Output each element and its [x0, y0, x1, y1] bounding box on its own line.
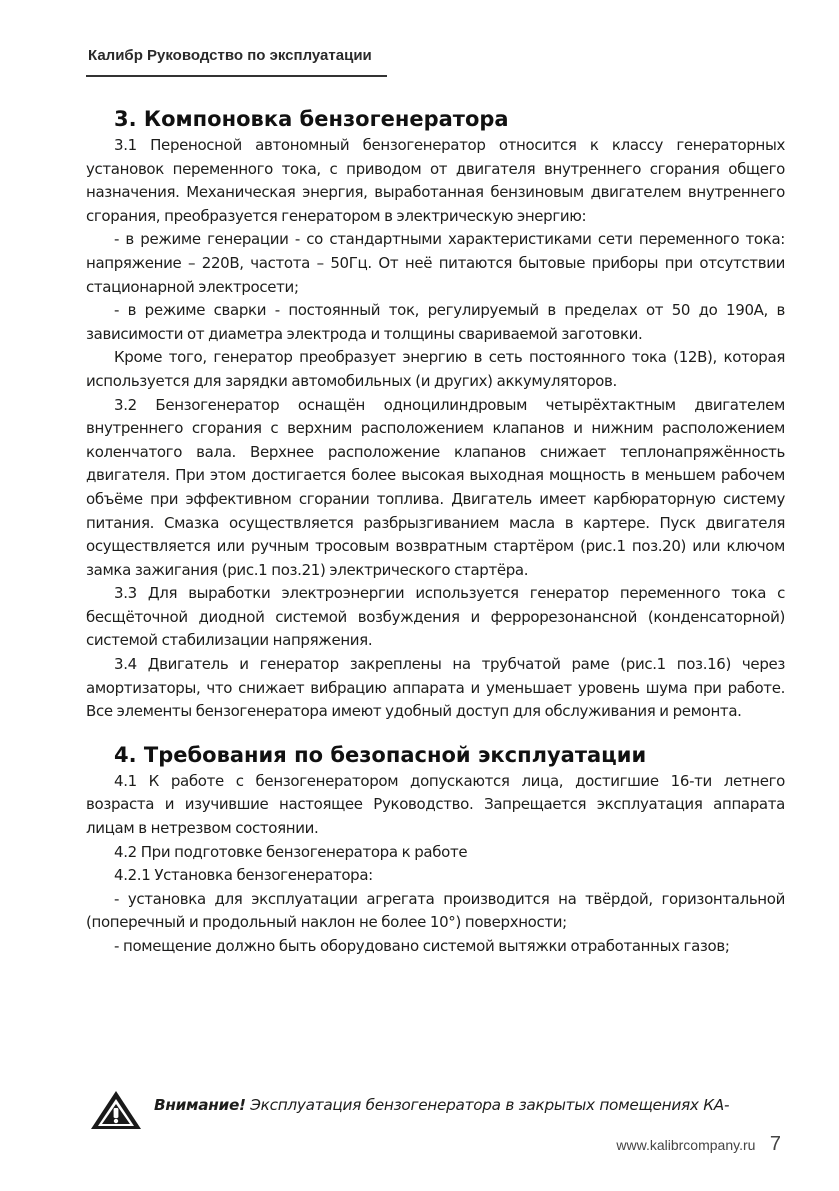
section-3-paragraph: 3.3 Для выработки электроэнергии используется генератор переменного тока с бесщёточной диодной системой возбуждения и феррорезонансной (конденсаторной) системой стабилизации напряжения. — [86, 584, 785, 650]
warning-text — [154, 1096, 729, 1114]
section-4-paragraph: - помещение должно быть оборудовано системой вытяжки отработанных газов; — [114, 937, 730, 955]
page-content — [86, 104, 785, 959]
warning-body: Эксплуатация бензогенератора в закрытых помещениях КА- — [245, 1096, 730, 1114]
section-3-paragraph: 3.2 Бензогенератор оснащён одноцилиндровым четырёхтактным двигателем внутреннего сгорания с верхним расположением клапанов и нижним расположением коленчатого вала. Верхнее расположение клапанов снижает теплонапряжённость двигателя. При этом достигается более высокая выходная мощность в меньшем рабочем объёме при эффективном сгорании топлива. Двигатель имеет карбюраторную систему питания. Смазка осуществляется разбрызгиванием масла в картере. Пуск двигателя осуществляется или ручным тросовым возвратным стартёром (рис.1 поз.20) или ключом замка зажигания (рис.1 поз.21) электрического стартёра. — [86, 395, 785, 579]
page-number: 7 — [769, 1133, 781, 1155]
section-3-paragraph: - в режиме сварки - постоянный ток, регулируемый в пределах от 50 до 190А, в зависимости от диаметра электрода и толщины свариваемой заготовки. — [86, 301, 785, 343]
section-3-paragraph: 3.4 Двигатель и генератор закреплены на трубчатой раме (рис.1 поз.16) через амортизаторы, что снижает вибрацию аппарата и уменьшает уровень шума при работе. Все элементы бензогенератора имеют удобный доступ для обслуживания и ремонта. — [86, 655, 785, 721]
section-3-paragraph: Кроме того, генератор преобразует энергию в сеть постоянного тока (12В), которая используется для зарядки автомобильных (и других) аккумуляторов. — [86, 348, 785, 390]
section-3-paragraph: 3.1 Переносной автономный бензогенератор относится к классу генераторных установок переменного тока, с приводом от двигателя внутреннего сгорания общего назначения. Механическая энергия, выработанная бензиновым двигателем внутреннего сгорания, преобразуется генератором в электрическую энергию: — [86, 136, 785, 225]
header-rule — [86, 75, 387, 77]
section-4-heading: 4. Требования по безопасной эксплуатации — [114, 742, 647, 767]
section-3-heading: 3. Компоновка бензогенератора — [114, 107, 509, 131]
section-4-paragraph: - установка для эксплуатации агрегата производится на твёрдой, горизонтальной (поперечный и продольный наклон не более 10°) поверхности; — [86, 889, 785, 932]
warning-triangle-icon — [90, 1090, 142, 1130]
section-4-paragraph: 4.2 При подготовке бензогенератора к работе — [114, 842, 468, 861]
section-4-paragraph: 4.1 К работе с бензогенератором допускаются лица, достигшие 16-ти летнего возраста и изучившие настоящее Руководство. Запрещается эксплуатация аппарата лицам в нетрезвом состоянии. — [86, 771, 785, 838]
section-4-paragraph: 4.2.1 Установка бензогенератора: — [114, 866, 373, 885]
page-footer — [616, 1133, 781, 1156]
warning-label: Внимание! — [154, 1096, 246, 1114]
running-header: Калибр Руководство по эксплуатации — [88, 47, 372, 64]
section-3-paragraph: - в режиме генерации - со стандартными характеристиками сети переменного тока: напряжение – 220В, частота – 50Гц. От неё питаются бытовые приборы при отсутствии стационарной электросети; — [86, 230, 785, 296]
footer-website: www.kalibrcompany.ru — [616, 1136, 756, 1153]
warning-notice — [86, 1088, 785, 1128]
